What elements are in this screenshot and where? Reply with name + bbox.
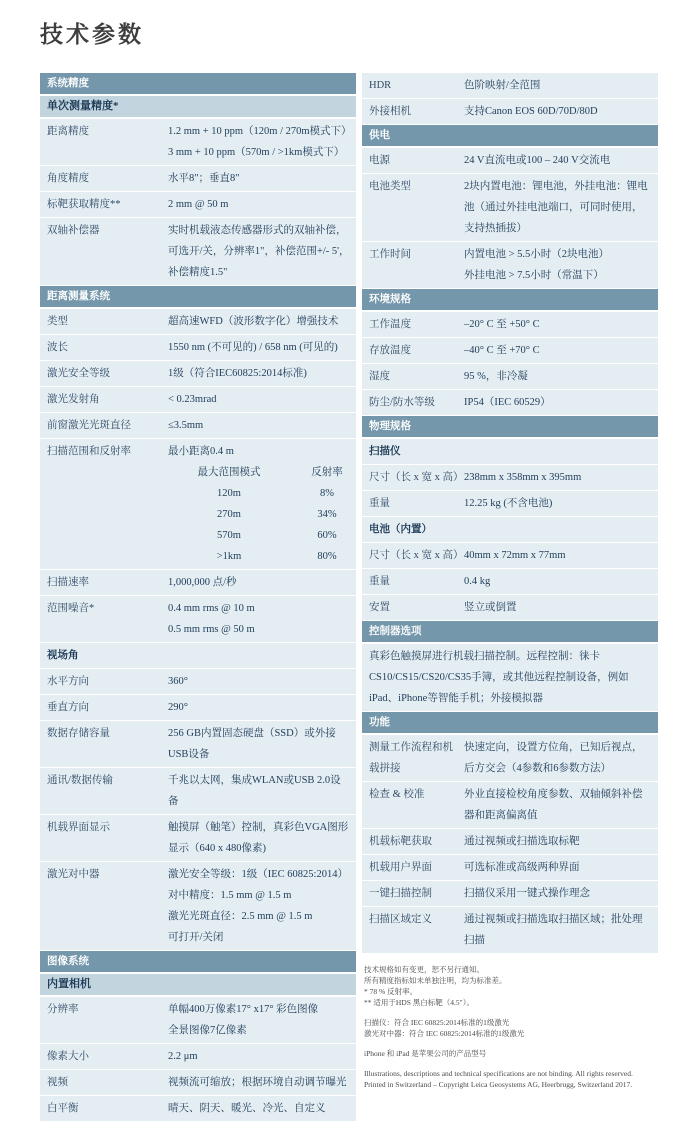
spec-value-line: 超高速WFD（波形数字化）增强技术: [168, 316, 339, 327]
spec-value: [168, 1096, 356, 1121]
spec-value-line: 色阶映射/全范围: [464, 80, 541, 91]
spec-row: [40, 669, 356, 695]
spec-value-line: 12.25 kg (不含电池): [464, 498, 553, 509]
spec-value: [464, 338, 658, 363]
spec-row: [40, 643, 356, 669]
spec-label: 波长: [47, 342, 68, 353]
spec-row: [40, 596, 356, 643]
footnotes: [362, 964, 658, 1090]
footnote-line: 技术规格如有变更，恕不另行通知。: [364, 965, 484, 974]
spec-value: [168, 768, 356, 814]
spec-value: [464, 855, 658, 880]
spec-row: [362, 338, 658, 364]
spec-row: [362, 782, 658, 829]
spec-table-right-rows: [362, 73, 658, 954]
spec-value: [168, 192, 356, 217]
footnote-line: 扫描仪：符合 IEC 60825:2014标准的1级激光: [364, 1018, 510, 1027]
spec-row: [40, 1070, 356, 1096]
spec-label: 垂直方向: [47, 702, 89, 713]
spec-value-line: 可选标准或高级两种界面: [464, 862, 580, 873]
scan-range-reflectivity: 60%: [317, 530, 337, 541]
spec-value-line: 238mm x 358mm x 395mm: [464, 472, 582, 483]
spec-group-label: 电池（内置）: [369, 524, 432, 535]
footnote-line: ** 适用于HDS 黑白标靶（4.5"）。: [364, 998, 474, 1007]
spec-row: [362, 595, 658, 621]
spec-row: [40, 862, 356, 951]
spec-value: [464, 439, 658, 464]
section-header: 物理规格: [362, 416, 658, 437]
spec-label: 水平方向: [47, 676, 89, 687]
spec-row: [40, 218, 356, 286]
spec-row: [362, 855, 658, 881]
spec-row: [362, 517, 658, 543]
spec-value: [464, 517, 658, 542]
spec-value-line: 通过视频或扫描选取扫描区域；批处理扫描: [464, 914, 643, 946]
spec-label: 电池类型: [369, 181, 411, 192]
spec-value-line: 视频流可缩放；根据环境自动调节曝光: [168, 1077, 347, 1088]
spec-value-line: 真彩色触摸屏进行机载扫描控制。远程控制：徕卡CS10/CS15/CS20/CS35手簿，或其他远程控制设备，例如iPad、iPhone等智能手机；外接模拟器: [369, 651, 629, 704]
spec-value: [168, 997, 356, 1043]
spec-row: [40, 439, 356, 570]
subsection-header: 单次测量精度*: [40, 96, 356, 117]
scan-range-distance: 270m: [217, 509, 241, 520]
spec-value: [168, 570, 356, 595]
scan-range-header-row: [168, 462, 364, 483]
spec-label: 工作时间: [369, 249, 411, 260]
spec-value-line: ≤3.5mm: [168, 420, 204, 431]
spec-label: 视频: [47, 1077, 68, 1088]
spec-value-line: 外业直接检校角度参数、双轴倾斜补偿器和距离偏离值: [464, 789, 643, 821]
spec-group-label: 扫描仪: [369, 446, 401, 457]
spec-value-line: 实时机载液态传感器形式的双轴补偿，可选开/关，分辨率1"，补偿范围+/- 5'，补偿精度1.5": [168, 225, 350, 278]
spec-value: [464, 907, 658, 953]
spec-row: [40, 361, 356, 387]
scan-range-header-mode: 最大范围模式: [197, 467, 261, 478]
spec-label: 工作温度: [369, 319, 411, 330]
spec-value-line: 水平8"；垂直8": [168, 173, 240, 184]
spec-row-fulltext: [362, 644, 658, 712]
spec-row: [40, 166, 356, 192]
spec-row: [40, 768, 356, 815]
spec-value: [464, 881, 658, 906]
spec-value: [168, 166, 356, 191]
spec-value-line: 外挂电池 > 7.5小时（常温下）: [464, 270, 604, 281]
spec-value-line: 2.2 μm: [168, 1051, 198, 1062]
spec-value-line: 0.4 kg: [464, 576, 491, 587]
spec-value: [168, 119, 356, 165]
spec-row: [362, 439, 658, 465]
spec-label: 重量: [369, 576, 390, 587]
spec-row: [362, 312, 658, 338]
spec-value: [464, 174, 658, 241]
spec-value-line: 支持Canon EOS 60D/70D/80D: [464, 106, 598, 117]
spec-value: [464, 390, 658, 415]
spec-row: [362, 174, 658, 242]
scan-range-reflectivity: 34%: [317, 509, 337, 520]
spec-label: 外接相机: [369, 106, 411, 117]
spec-row: [362, 390, 658, 416]
spec-label: 分辨率: [47, 1004, 79, 1015]
spec-label: 检查 & 校准: [369, 789, 425, 800]
spec-value-line: 1550 nm (不可见的) / 658 nm (可见的): [168, 342, 338, 353]
spec-row: [40, 570, 356, 596]
footnote-line: Illustrations, descriptions and technical specifications are not binding. All rights reserved.: [364, 1069, 633, 1078]
section-header: 控制器选项: [362, 621, 658, 642]
section-header: 图像系统: [40, 951, 356, 972]
spec-value: [168, 695, 356, 720]
spec-label: 白平衡: [47, 1103, 79, 1114]
scan-range-distance: 570m: [217, 530, 241, 541]
spec-value-line: 24 V直流电或100 – 240 V交流电: [464, 155, 611, 166]
spec-row: [362, 735, 658, 782]
spec-value-line: 扫描仪采用一键式操作理念: [464, 888, 590, 899]
spec-label: 安置: [369, 602, 390, 613]
spec-row: [40, 119, 356, 166]
spec-value: [168, 335, 356, 360]
section-header: 系统精度: [40, 73, 356, 94]
spec-value-line: 360°: [168, 676, 188, 687]
footnote-line: 激光对中器：符合 IEC 60825:2014标准的1级激光: [364, 1029, 525, 1038]
spec-row: [40, 695, 356, 721]
spec-value-line: 2块内置电池：锂电池，外挂电池：锂电池（通过外挂电池端口，可同时使用，支持热插拔）: [464, 181, 648, 234]
spec-value: [464, 543, 658, 568]
section-header: 功能: [362, 712, 658, 733]
spec-value: [168, 309, 356, 334]
spec-label: 防尘/防水等级: [369, 397, 435, 408]
spec-label: 像素大小: [47, 1051, 89, 1062]
spec-value-line: 290°: [168, 702, 188, 713]
spec-label: 标靶获取精度**: [47, 199, 121, 210]
spec-row: [362, 364, 658, 390]
spec-value: [464, 465, 658, 490]
spec-value-line: 快速定向，设置方位角，已知后视点，后方交会（4参数和6参数方法）: [464, 742, 643, 774]
spec-value-line: 40mm x 72mm x 77mm: [464, 550, 566, 561]
scan-range-row: [168, 504, 364, 525]
spec-label: 扫描区域定义: [369, 914, 432, 925]
spec-row: [40, 192, 356, 218]
footnote-group: [364, 1068, 658, 1090]
spec-row: [40, 721, 356, 768]
spec-label: 湿度: [369, 371, 390, 382]
spec-value: [168, 413, 356, 438]
scan-range-row: [168, 525, 364, 546]
spec-label: 电源: [369, 155, 390, 166]
spec-label: 前窗激光光斑直径: [47, 420, 131, 431]
spec-value: [464, 73, 658, 98]
spec-row: [362, 242, 658, 289]
spec-label: 一键扫描控制: [369, 888, 432, 899]
spec-table-left: [40, 73, 356, 1122]
spec-value: [464, 364, 658, 389]
spec-row: [362, 907, 658, 954]
spec-label: 角度精度: [47, 173, 89, 184]
spec-value-line: 晴天、阴天、暖光、冷光、自定义: [168, 1103, 326, 1114]
spec-value-line: 通过视频或扫描选取标靶: [464, 836, 580, 847]
spec-value: [362, 644, 658, 711]
spec-value: [168, 596, 356, 642]
spec-value: [168, 815, 356, 861]
spec-value-line: IP54（IEC 60529）: [464, 397, 551, 408]
spec-value: [168, 387, 356, 412]
spec-label: 类型: [47, 316, 68, 327]
spec-value-line: 1级（符合IEC60825:2014标准): [168, 368, 307, 379]
scan-range-distance: 120m: [217, 488, 241, 499]
scan-range-row: [168, 483, 364, 504]
spec-row: [362, 73, 658, 99]
spec-value-line: 95 %，非冷凝: [464, 371, 528, 382]
spec-value-line: 3 mm + 10 ppm（570m / >1km模式下）: [168, 147, 345, 158]
spec-value-line: 可打开/关闭: [168, 932, 224, 943]
spec-row: [40, 815, 356, 862]
spec-label: 扫描范围和反射率: [47, 446, 131, 457]
spec-value: [464, 595, 658, 620]
spec-value-line: 全景图像7亿像素: [168, 1025, 247, 1036]
spec-value: [168, 669, 356, 694]
spec-value-line: 0.5 mm rms @ 50 m: [168, 624, 255, 635]
scan-range-reflectivity: 80%: [317, 551, 337, 562]
spec-label: 扫描速率: [47, 577, 89, 588]
footnote-line: * 78 % 反射率。: [364, 987, 418, 996]
spec-value-line: 2 mm @ 50 m: [168, 199, 229, 210]
spec-label: 激光对中器: [47, 869, 100, 880]
spec-label: 激光安全等级: [47, 368, 110, 379]
spec-label: 激光发射角: [47, 394, 100, 405]
spec-value: [464, 735, 658, 781]
spec-label: 尺寸（长 x 宽 x 高）: [369, 550, 464, 561]
spec-value: [464, 242, 658, 288]
spec-row: [40, 335, 356, 361]
scan-range-row: [168, 546, 364, 567]
spec-value-line: 对中精度：1.5 mm @ 1.5 m: [168, 890, 292, 901]
spec-value: [168, 721, 356, 767]
spec-row: [40, 309, 356, 335]
footnote-group: [364, 964, 658, 1008]
spec-row: [40, 997, 356, 1044]
spec-value-line: 竖立或倒置: [464, 602, 517, 613]
spec-label: 机载用户界面: [369, 862, 432, 873]
footnote-line: iPhone 和 iPad 是苹果公司的产品型号: [364, 1049, 487, 1058]
spec-row: [362, 465, 658, 491]
spec-value: [464, 491, 658, 516]
spec-row: [40, 387, 356, 413]
spec-value: [464, 148, 658, 173]
subsection-header: 内置相机: [40, 974, 356, 995]
spec-value: [464, 569, 658, 594]
section-header: 距离测量系统: [40, 286, 356, 307]
spec-value: [168, 361, 356, 386]
spec-value-line: 激光光斑直径：2.5 mm @ 1.5 m: [168, 911, 313, 922]
footnote-group: [364, 1017, 658, 1039]
spec-label: HDR: [369, 80, 392, 91]
spec-row: [40, 1044, 356, 1070]
scan-range-reflectivity: 8%: [320, 488, 334, 499]
spec-label: 数据存储容量: [47, 728, 110, 739]
spec-table-right: [362, 73, 658, 1099]
spec-value-line: 触摸屏（触笔）控制，真彩色VGA图形显示（640 x 480像素): [168, 822, 349, 854]
spec-value-line: –20° C 至 +50° C: [464, 319, 540, 330]
spec-row: [362, 569, 658, 595]
spec-label: 距离精度: [47, 126, 89, 137]
spec-label: 存放温度: [369, 345, 411, 356]
section-header: 供电: [362, 125, 658, 146]
spec-row: [362, 99, 658, 125]
spec-columns: [40, 73, 683, 1122]
spec-label: 重量: [369, 498, 390, 509]
spec-value-line: 0.4 mm rms @ 10 m: [168, 603, 255, 614]
spec-label: 范围噪音*: [47, 603, 95, 614]
spec-value: [168, 1044, 356, 1069]
spec-label: 机载界面显示: [47, 822, 110, 833]
spec-label: 测量工作流程和机载拼接: [369, 742, 453, 774]
scan-range-distance: >1km: [216, 551, 242, 562]
spec-value-line: < 0.23mrad: [168, 394, 217, 405]
scan-range-subtable: [168, 462, 364, 567]
spec-row: [362, 881, 658, 907]
spec-value-line: 千兆以太网，集成WLAN或USB 2.0设备: [168, 775, 341, 807]
spec-row: [362, 491, 658, 517]
spec-value: [168, 439, 370, 569]
spec-value: [464, 782, 658, 828]
spec-label: 通讯/数据传输: [47, 775, 113, 786]
spec-label: 双轴补偿器: [47, 225, 100, 236]
spec-value: [168, 218, 356, 285]
section-header: 环境规格: [362, 289, 658, 310]
spec-value-line: 激光安全等级：1级（IEC 60825:2014）: [168, 869, 348, 880]
spec-value-line: 内置电池 > 5.5小时（2块电池）: [464, 249, 610, 260]
spec-label: 尺寸（长 x 宽 x 高）: [369, 472, 464, 483]
spec-value-line: 256 GB内置固态硬盘（SSD）或外接USB设备: [168, 728, 336, 760]
spec-value-line: 1.2 mm + 10 ppm（120m / 270m模式下）: [168, 126, 352, 137]
spec-row: [362, 148, 658, 174]
footnote-group: [364, 1048, 658, 1059]
scan-range-header-reflectivity: 反射率: [311, 467, 343, 478]
spec-value-line: 最小距离0.4 m: [168, 446, 234, 457]
spec-value: [168, 862, 356, 950]
spec-value: [464, 99, 658, 124]
spec-group-label: 视场角: [47, 650, 79, 661]
spec-value-line: 1,000,000 点/秒: [168, 577, 237, 588]
spec-value: [168, 1070, 356, 1095]
spec-value: [464, 312, 658, 337]
spec-value: [168, 643, 356, 668]
footnote-line: 所有精度指标如未单独注明，均为标准差。: [364, 976, 507, 985]
page-title: 技术参数: [40, 21, 144, 47]
spec-row: [362, 543, 658, 569]
footnote-line: Printed in Switzerland – Copyright Leica Geosystems AG, Heerbrugg, Switzerland 2017.: [364, 1080, 633, 1089]
spec-label: 机载标靶获取: [369, 836, 432, 847]
spec-value-line: 单幅400万像素17° x17° 彩色图像: [168, 1004, 319, 1015]
spec-value-line: –40° C 至 +70° C: [464, 345, 540, 356]
spec-row: [40, 413, 356, 439]
spec-row: [40, 1096, 356, 1122]
